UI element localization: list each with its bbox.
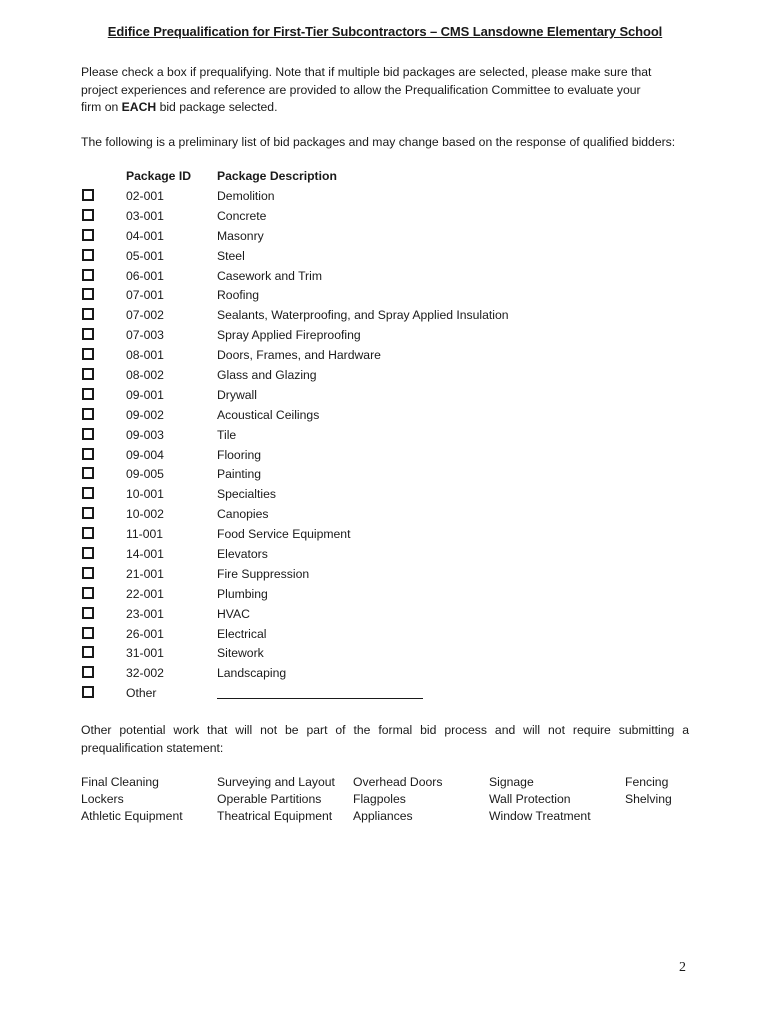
- other-work-item: Overhead Doors: [353, 775, 443, 789]
- package-row: [0, 247, 770, 267]
- package-checkbox[interactable]: [82, 368, 94, 380]
- package-checkbox[interactable]: [82, 507, 94, 519]
- package-checkbox[interactable]: [82, 288, 94, 300]
- package-id: 10-001: [126, 487, 164, 502]
- package-checkbox[interactable]: [82, 328, 94, 340]
- package-description: Drywall: [217, 387, 257, 402]
- package-id: 04-001: [126, 228, 164, 243]
- package-description: Acoustical Ceilings: [217, 407, 320, 422]
- package-id: 08-001: [126, 348, 164, 363]
- package-description: Doors, Frames, and Hardware: [217, 348, 381, 363]
- other-work-item: Operable Partitions: [217, 792, 322, 806]
- other-work-item: Shelving: [625, 792, 672, 806]
- package-id: 08-002: [126, 368, 164, 383]
- package-description: Plumbing: [217, 586, 268, 601]
- package-id: 22-001: [126, 586, 164, 601]
- package-description: Glass and Glazing: [217, 368, 317, 383]
- package-table-header: [0, 169, 770, 187]
- instructions-emphasis: EACH: [121, 100, 157, 114]
- package-row-other: [0, 684, 770, 704]
- list-intro: The following is a preliminary list of bid packages and may change based on the response of qualified bidders:: [81, 135, 676, 149]
- package-description: Food Service Equipment: [217, 527, 351, 542]
- header-package-id: Package ID: [126, 169, 192, 183]
- package-row: [0, 187, 770, 207]
- other-work-item: Lockers: [81, 792, 124, 806]
- package-id: 09-002: [126, 407, 164, 422]
- package-id: 31-001: [126, 646, 164, 661]
- other-work-row: [0, 809, 770, 826]
- package-checkbox[interactable]: [82, 348, 94, 360]
- package-row: [0, 625, 770, 645]
- package-description: HVAC: [217, 606, 250, 621]
- other-work-item: Flagpoles: [353, 792, 406, 806]
- other-work-item: Signage: [489, 775, 534, 789]
- package-row: [0, 485, 770, 505]
- package-checkbox[interactable]: [82, 607, 94, 619]
- other-work-item: Final Cleaning: [81, 775, 159, 789]
- package-description: Elevators: [217, 547, 268, 562]
- package-checkbox[interactable]: [82, 388, 94, 400]
- package-description: Fire Suppression: [217, 566, 310, 581]
- package-checkbox[interactable]: [82, 209, 94, 221]
- package-row: [0, 644, 770, 664]
- package-id: 10-002: [126, 507, 164, 522]
- other-work-item: Fencing: [625, 775, 669, 789]
- package-id: 05-001: [126, 248, 164, 263]
- package-row: [0, 306, 770, 326]
- package-id: 02-001: [126, 189, 164, 203]
- package-checkbox[interactable]: [82, 547, 94, 559]
- package-id: 09-005: [126, 467, 164, 482]
- package-row: [0, 267, 770, 287]
- package-description: Electrical: [217, 626, 267, 641]
- package-description: Sitework: [217, 646, 264, 661]
- package-id: 26-001: [126, 626, 164, 641]
- package-id: 09-003: [126, 427, 164, 442]
- other-write-in-line[interactable]: [217, 698, 423, 699]
- package-id: 07-003: [126, 328, 164, 343]
- package-description: Canopies: [217, 507, 269, 522]
- package-description: Steel: [217, 248, 245, 263]
- package-row: [0, 446, 770, 466]
- other-work-item: Appliances: [353, 809, 413, 823]
- package-checkbox[interactable]: [82, 428, 94, 440]
- page-number: 2: [679, 960, 686, 975]
- package-row: [0, 426, 770, 446]
- package-id: 07-001: [126, 288, 164, 303]
- package-id: 23-001: [126, 606, 164, 621]
- package-id: 09-004: [126, 447, 164, 462]
- other-work-item: Theatrical Equipment: [217, 809, 333, 823]
- instructions-paragraph: [81, 64, 691, 117]
- package-checkbox[interactable]: [82, 229, 94, 241]
- package-row: [0, 386, 770, 406]
- package-id: 21-001: [126, 566, 164, 581]
- package-row: [0, 545, 770, 565]
- package-id: 06-001: [126, 268, 164, 283]
- header-package-description: Package Description: [217, 169, 337, 183]
- package-list: [0, 187, 770, 704]
- package-row: [0, 585, 770, 605]
- package-checkbox[interactable]: [82, 408, 94, 420]
- other-work-item: Window Treatment: [489, 809, 591, 823]
- package-description: Spray Applied Fireproofing: [217, 328, 361, 343]
- instructions-line-1: Please check a box if prequalifying. Note that if multiple bid packages are selected, please make sure that: [81, 65, 652, 79]
- package-row: [0, 346, 770, 366]
- package-checkbox[interactable]: [82, 627, 94, 639]
- package-row: [0, 366, 770, 386]
- instructions-line-3-suffix: bid package selected.: [156, 100, 278, 114]
- package-checkbox[interactable]: [82, 189, 94, 201]
- package-description: Roofing: [217, 288, 260, 303]
- package-checkbox[interactable]: [82, 249, 94, 261]
- other-work-item: Surveying and Layout: [217, 775, 335, 789]
- package-row: [0, 525, 770, 545]
- package-row: [0, 664, 770, 684]
- other-work-grid: [0, 775, 770, 826]
- package-checkbox[interactable]: [82, 269, 94, 281]
- package-description: Landscaping: [217, 666, 287, 681]
- package-description: Specialties: [217, 487, 276, 502]
- package-checkbox[interactable]: [82, 308, 94, 320]
- package-checkbox[interactable]: [82, 448, 94, 460]
- package-description: Masonry: [217, 228, 264, 243]
- package-row: [0, 286, 770, 306]
- instructions-line-2: project experiences and reference are provided to allow the Prequalification Committee to evaluate your: [81, 82, 641, 97]
- package-description: Painting: [217, 467, 262, 482]
- package-row: [0, 227, 770, 247]
- page-title: Edifice Prequalification for First-Tier Subcontractors – CMS Lansdowne Elementary School: [107, 24, 663, 39]
- package-id: 09-001: [126, 387, 164, 402]
- package-description: Casework and Trim: [217, 268, 322, 283]
- package-row: [0, 207, 770, 227]
- package-description: Flooring: [217, 447, 262, 462]
- package-checkbox[interactable]: [82, 646, 94, 658]
- other-work-item: Wall Protection: [489, 792, 571, 806]
- instructions-line-3-prefix: firm on: [81, 100, 122, 114]
- package-checkbox[interactable]: [82, 487, 94, 499]
- package-row: [0, 406, 770, 426]
- package-id: 32-002: [126, 666, 164, 681]
- package-description: Concrete: [217, 208, 267, 223]
- package-description: Sealants, Waterproofing, and Spray Applied Insulation: [217, 308, 509, 323]
- package-checkbox[interactable]: [82, 467, 94, 479]
- other-checkbox[interactable]: [82, 686, 94, 698]
- other-work-row: [0, 775, 770, 792]
- package-description: Tile: [217, 427, 237, 442]
- other-work-item: Athletic Equipment: [81, 809, 183, 823]
- package-id: 07-002: [126, 308, 164, 323]
- package-id: 14-001: [126, 547, 164, 562]
- package-row: [0, 465, 770, 485]
- other-work-row: [0, 792, 770, 809]
- package-row: [0, 605, 770, 625]
- other-label: Other: [126, 686, 157, 701]
- package-checkbox[interactable]: [82, 666, 94, 678]
- package-checkbox[interactable]: [82, 567, 94, 579]
- package-description: Demolition: [217, 189, 275, 203]
- package-row: [0, 326, 770, 346]
- package-id: 03-001: [126, 208, 164, 223]
- other-work-paragraph: Other potential work that will not be part of the formal bid process and will not require submitting a prequalification statement:: [81, 723, 689, 755]
- package-id: 11-001: [126, 527, 164, 542]
- package-checkbox[interactable]: [82, 587, 94, 599]
- instructions-line-3: [81, 99, 691, 117]
- package-checkbox[interactable]: [82, 527, 94, 539]
- package-row: [0, 565, 770, 585]
- package-row: [0, 505, 770, 525]
